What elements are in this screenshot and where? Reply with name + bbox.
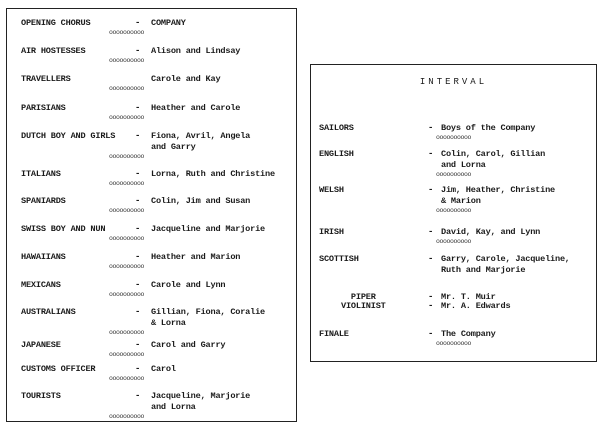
- dotted-rule: oooooooooo: [436, 207, 472, 214]
- cast-names: Jacqueline, Marjorie and Lorna: [151, 391, 251, 412]
- cast-names: Jim, Heather, Christine & Marion: [441, 185, 556, 206]
- dotted-rule: oooooooooo: [109, 180, 145, 187]
- act-title: DUTCH BOY AND GIRLS: [21, 131, 116, 141]
- dash: -: [428, 227, 434, 237]
- act-title: AUSTRALIANS: [21, 307, 76, 317]
- programme-page-right: [310, 64, 597, 362]
- act-title: TRAVELLERS: [21, 74, 71, 84]
- dash: -: [135, 18, 141, 28]
- cast-names: David, Kay, and Lynn: [441, 227, 541, 237]
- dotted-rule: oooooooooo: [109, 235, 145, 242]
- act-title: CUSTOMS OFFICER: [21, 364, 96, 374]
- act-title: SWISS BOY AND NUN: [21, 224, 106, 234]
- act-title: JAPANESE: [21, 340, 61, 350]
- act-title: IRISH: [319, 227, 344, 237]
- dash: -: [135, 391, 141, 401]
- dotted-rule: oooooooooo: [109, 29, 145, 36]
- dash: -: [428, 329, 434, 339]
- cast-names: Carol and Garry: [151, 340, 226, 350]
- cast-names: Fiona, Avril, Angela and Garry: [151, 131, 251, 152]
- cast-names: Garry, Carole, Jacqueline, Ruth and Marjorie: [441, 254, 570, 275]
- act-title: PIPER VIOLINIST: [341, 292, 386, 311]
- act-title: FINALE: [319, 329, 349, 339]
- dotted-rule: oooooooooo: [436, 238, 472, 245]
- act-title: OPENING CHORUS: [21, 18, 91, 28]
- dash: -: [135, 280, 141, 290]
- dash: - -: [428, 292, 434, 311]
- dash: -: [135, 307, 141, 317]
- dotted-rule: oooooooooo: [109, 57, 145, 64]
- act-title: SAILORS: [319, 123, 354, 133]
- cast-names: Carole and Kay: [151, 74, 221, 84]
- cast-names: Colin, Carol, Gillian and Lorna: [441, 149, 546, 170]
- dotted-rule: oooooooooo: [109, 375, 145, 382]
- dotted-rule: oooooooooo: [436, 171, 472, 178]
- dash: -: [135, 196, 141, 206]
- dash: -: [135, 364, 141, 374]
- dash: -: [428, 185, 434, 195]
- dotted-rule: oooooooooo: [109, 207, 145, 214]
- cast-names: Alison and Lindsay: [151, 46, 241, 56]
- cast-names: Jacqueline and Marjorie: [151, 224, 266, 234]
- act-title: TOURISTS: [21, 391, 61, 401]
- dash: -: [135, 224, 141, 234]
- act-title: ENGLISH: [319, 149, 354, 159]
- dotted-rule: oooooooooo: [109, 114, 145, 121]
- dotted-rule: oooooooooo: [109, 153, 145, 160]
- dotted-rule: oooooooooo: [109, 263, 145, 270]
- dash: -: [428, 254, 434, 264]
- cast-names: Gillian, Fiona, Coralie & Lorna: [151, 307, 266, 328]
- dotted-rule: oooooooooo: [436, 134, 472, 141]
- act-title: HAWAIIANS: [21, 252, 66, 262]
- cast-names: Heather and Marion: [151, 252, 241, 262]
- dotted-rule: oooooooooo: [109, 85, 145, 92]
- act-title: ITALIANS: [21, 169, 61, 179]
- dotted-rule: oooooooooo: [109, 291, 145, 298]
- dash: -: [135, 252, 141, 262]
- act-title: MEXICANS: [21, 280, 61, 290]
- dotted-rule: oooooooooo: [109, 351, 145, 358]
- act-title: SPANIARDS: [21, 196, 66, 206]
- act-title: SCOTTISH: [319, 254, 359, 264]
- dash: -: [428, 123, 434, 133]
- dash: -: [135, 340, 141, 350]
- dash: -: [135, 103, 141, 113]
- dotted-rule: oooooooooo: [109, 329, 145, 336]
- cast-names: The Company: [441, 329, 496, 339]
- dotted-rule: oooooooooo: [436, 340, 472, 347]
- programme-page-left: [6, 8, 297, 422]
- dash: -: [135, 46, 141, 56]
- dash: -: [428, 149, 434, 159]
- cast-names: Boys of the Company: [441, 123, 536, 133]
- cast-names: Lorna, Ruth and Christine: [151, 169, 275, 179]
- cast-names: Heather and Carole: [151, 103, 241, 113]
- act-title: AIR HOSTESSES: [21, 46, 86, 56]
- cast-names: Colin, Jim and Susan: [151, 196, 251, 206]
- act-title: WELSH: [319, 185, 344, 195]
- cast-names: Carol: [151, 364, 176, 374]
- cast-names: Mr. T. Muir Mr. A. Edwards: [441, 292, 511, 311]
- dash: -: [135, 131, 141, 141]
- interval-heading: INTERVAL: [419, 77, 488, 87]
- dotted-rule: oooooooooo: [109, 413, 145, 420]
- dash: -: [135, 169, 141, 179]
- cast-names: COMPANY: [151, 18, 186, 28]
- act-title: PARISIANS: [21, 103, 66, 113]
- cast-names: Carole and Lynn: [151, 280, 226, 290]
